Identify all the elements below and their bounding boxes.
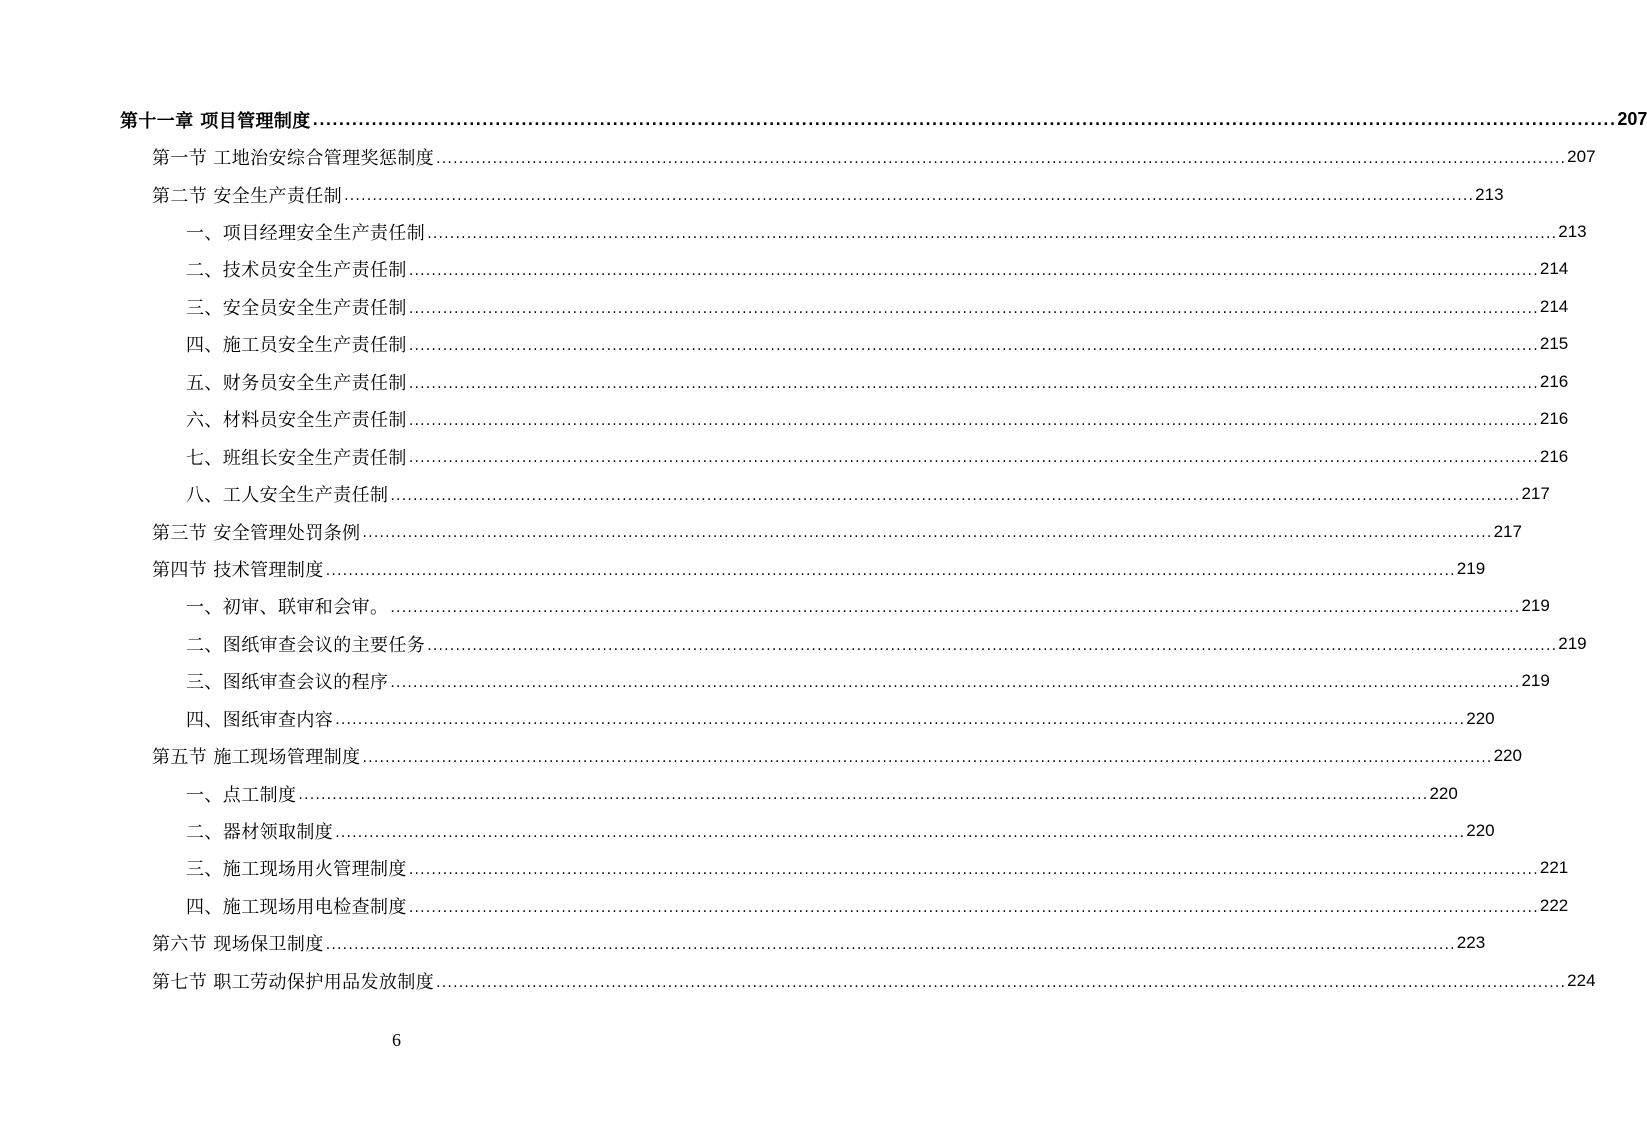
toc-entry-page: 213 bbox=[1558, 222, 1587, 242]
toc-entry-title: 二、图纸审查会议的主要任务 bbox=[186, 634, 426, 656]
toc-entry[interactable] bbox=[0, 737, 1522, 774]
toc-entry-title: 八、工人安全生产责任制 bbox=[186, 485, 389, 507]
page-number: 6 bbox=[392, 1030, 401, 1050]
toc-entry-title: 第二节 安全生产责任制 bbox=[152, 185, 343, 207]
dot-leader: ........................................................................................................................................................................................................ bbox=[390, 487, 1521, 504]
toc-entry[interactable] bbox=[0, 288, 1569, 325]
dot-leader: ........................................................................................................................................................................................................ bbox=[408, 862, 1539, 879]
dot-leader: ........................................................................................................................................................................................................ bbox=[436, 974, 1567, 991]
toc-entry-page: 217 bbox=[1521, 484, 1550, 504]
toc-entry[interactable] bbox=[0, 326, 1569, 363]
toc-entry-page: 222 bbox=[1539, 895, 1569, 915]
toc-entry-page: 214 bbox=[1539, 259, 1569, 279]
dot-leader: ........................................................................................................................................................................................................ bbox=[344, 188, 1475, 205]
dot-leader: ........................................................................................................................................................................................................ bbox=[408, 450, 1539, 467]
toc-entry-title: 二、器材领取制度 bbox=[186, 822, 334, 844]
dot-leader: ........................................................................................................................................................................................................ bbox=[325, 937, 1456, 954]
toc-entry-page: 214 bbox=[1539, 296, 1569, 316]
toc-entry-page: 207 bbox=[1617, 109, 1647, 130]
toc-entry[interactable] bbox=[0, 925, 1486, 962]
toc-entry-page: 213 bbox=[1475, 184, 1504, 204]
toc-entry-page: 217 bbox=[1493, 521, 1522, 541]
toc-entry-title: 三、图纸审查会议的程序 bbox=[186, 672, 389, 694]
toc-entry-page: 216 bbox=[1539, 371, 1569, 391]
dot-leader: ........................................................................................................................................................................................................ bbox=[427, 225, 1558, 242]
dot-leader: ........................................................................................................................................................................................................ bbox=[408, 338, 1539, 355]
toc-entry[interactable] bbox=[0, 138, 1596, 175]
toc-entry-title: 一、初审、联审和会审。 bbox=[186, 597, 389, 619]
toc-entry-title: 第五节 施工现场管理制度 bbox=[152, 747, 361, 769]
dot-leader: ........................................................................................................................................................................................................ bbox=[408, 375, 1539, 392]
toc-entry-page: 220 bbox=[1493, 746, 1522, 766]
dot-leader: ........................................................................................................................................................................................................ bbox=[298, 787, 1429, 804]
toc-entry-title: 第六节 现场保卫制度 bbox=[152, 934, 324, 956]
toc-entry-title: 第七节 职工劳动保护用品发放制度 bbox=[152, 971, 435, 993]
dot-leader: ........................................................................................................................................................................................................ bbox=[390, 675, 1521, 691]
toc-entry-title: 五、财务员安全生产责任制 bbox=[186, 372, 407, 394]
dot-leader: ........................................................................................................................................................................................................ bbox=[408, 899, 1539, 916]
toc-entry[interactable] bbox=[0, 363, 1569, 400]
dot-leader: ........................................................................................................................................................................................................ bbox=[408, 263, 1539, 280]
dot-leader: ........................................................................................................................................................................................................ bbox=[335, 824, 1466, 841]
dot-leader: ........................................................................................................................................................................................................ bbox=[325, 562, 1456, 579]
table-of-contents bbox=[0, 101, 1647, 1000]
toc-entry-page: 219 bbox=[1558, 633, 1587, 653]
toc-entry[interactable] bbox=[0, 251, 1569, 288]
toc-entry-title: 第一节 工地治安综合管理奖惩制度 bbox=[152, 148, 435, 170]
dot-leader: ........................................................................................................................................................................................................ bbox=[312, 113, 1617, 130]
toc-entry-page: 220 bbox=[1429, 783, 1458, 803]
toc-entry-page: 219 bbox=[1521, 596, 1550, 616]
toc-entry-page: 219 bbox=[1456, 558, 1486, 578]
toc-entry-title: 一、项目经理安全生产责任制 bbox=[186, 223, 426, 245]
toc-entry-page: 223 bbox=[1456, 933, 1486, 953]
toc-entry-title: 第四节 技术管理制度 bbox=[152, 559, 324, 581]
toc-entry-title: 六、材料员安全生产责任制 bbox=[186, 410, 407, 432]
toc-entry-page: 219 bbox=[1521, 671, 1550, 691]
toc-entry[interactable] bbox=[0, 700, 1495, 737]
toc-entry[interactable] bbox=[0, 588, 1550, 625]
toc-entry-title: 二、技术员安全生产责任制 bbox=[186, 260, 407, 282]
toc-entry[interactable] bbox=[0, 887, 1569, 924]
dot-leader: ........................................................................................................................................................................................................ bbox=[436, 150, 1567, 167]
toc-entry-title: 第十一章 项目管理制度 bbox=[120, 110, 311, 132]
dot-leader: ........................................................................................................................................................................................................ bbox=[390, 600, 1521, 617]
toc-entry-title: 第三节 安全管理处罚条例 bbox=[152, 522, 361, 544]
dot-leader: ........................................................................................................................................................................................................ bbox=[427, 637, 1558, 654]
toc-entry[interactable] bbox=[0, 438, 1569, 475]
toc-entry-page: 224 bbox=[1567, 970, 1596, 990]
dot-leader: ........................................................................................................................................................................................................ bbox=[335, 712, 1466, 729]
toc-entry-page: 216 bbox=[1539, 409, 1569, 429]
dot-leader: ........................................................................................................................................................................................................ bbox=[362, 525, 1493, 542]
toc-entry-title: 三、安全员安全生产责任制 bbox=[186, 297, 407, 319]
toc-entry[interactable] bbox=[0, 663, 1550, 700]
toc-entry[interactable] bbox=[0, 775, 1458, 812]
toc-entry[interactable] bbox=[0, 550, 1486, 587]
toc-entry-title: 四、施工现场用电检查制度 bbox=[186, 896, 407, 918]
toc-entry[interactable] bbox=[0, 401, 1569, 438]
toc-entry[interactable] bbox=[0, 213, 1587, 250]
toc-entry-page: 216 bbox=[1539, 446, 1569, 466]
toc-entry-title: 一、点工制度 bbox=[186, 784, 297, 806]
toc-entry[interactable] bbox=[0, 513, 1522, 550]
toc-entry-page: 220 bbox=[1466, 708, 1495, 728]
toc-entry-title: 七、班组长安全生产责任制 bbox=[186, 447, 407, 469]
dot-leader: ........................................................................................................................................................................................................ bbox=[362, 749, 1493, 766]
toc-entry[interactable] bbox=[0, 850, 1569, 887]
toc-entry[interactable] bbox=[0, 176, 1504, 213]
toc-entry-page: 207 bbox=[1567, 147, 1596, 167]
toc-entry-title: 三、施工现场用火管理制度 bbox=[186, 859, 407, 881]
toc-entry[interactable] bbox=[0, 101, 1647, 138]
dot-leader: ........................................................................................................................................................................................................ bbox=[408, 412, 1539, 429]
toc-entry-page: 221 bbox=[1539, 858, 1569, 878]
toc-entry[interactable] bbox=[0, 475, 1550, 512]
toc-entry-page: 215 bbox=[1539, 334, 1569, 354]
toc-entry-page: 220 bbox=[1466, 821, 1495, 841]
toc-entry-title: 四、图纸审查内容 bbox=[186, 709, 334, 731]
toc-entry[interactable] bbox=[0, 962, 1596, 999]
dot-leader: ........................................................................................................................................................................................................ bbox=[408, 300, 1539, 317]
toc-entry[interactable] bbox=[0, 812, 1495, 849]
toc-entry-title: 四、施工员安全生产责任制 bbox=[186, 335, 407, 357]
toc-entry[interactable] bbox=[0, 625, 1587, 662]
